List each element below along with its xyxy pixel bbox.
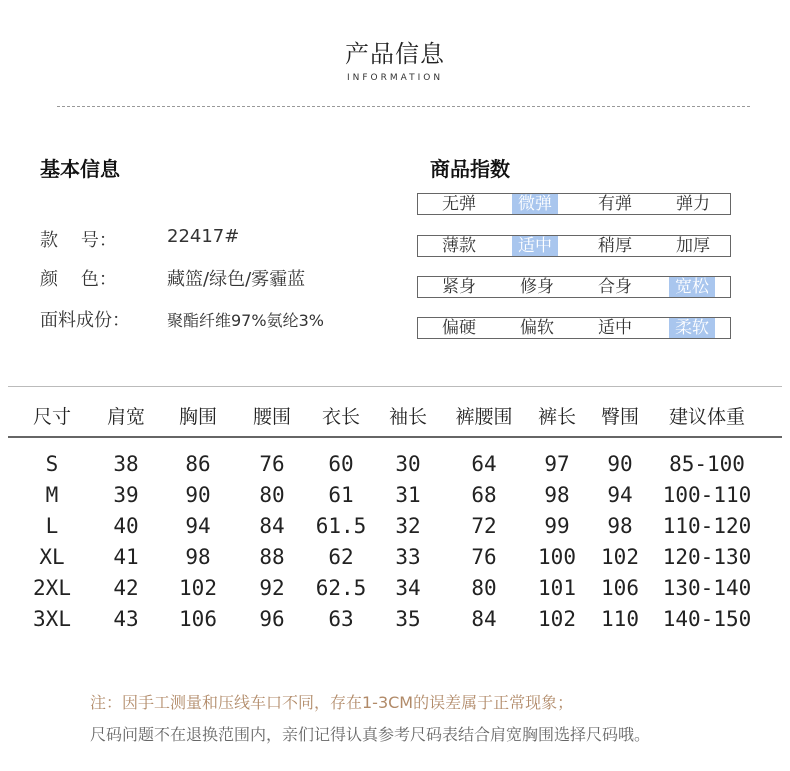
table-cell: 98	[607, 514, 633, 538]
index-row-thickness	[417, 235, 731, 257]
table-header-cell: 腰围	[252, 406, 292, 428]
table-cell: 86	[185, 452, 211, 476]
table-cell: 84	[471, 607, 497, 631]
table-size-label: 2XL	[33, 576, 71, 600]
index-option: 合身	[598, 277, 632, 297]
table-size-label: M	[45, 483, 59, 507]
product-index-title: 商品指数	[430, 157, 510, 181]
table-cell: 80	[259, 483, 285, 507]
table-cell: 60	[328, 452, 354, 476]
table-cell: 40	[113, 514, 139, 538]
dashed-divider	[57, 106, 750, 107]
table-top-rule	[8, 386, 782, 387]
table-cell: 120-130	[662, 545, 752, 569]
info-value: 藏篮/绿色/雾霾蓝	[167, 269, 306, 290]
table-cell: 102	[179, 576, 217, 600]
table-cell: 98	[185, 545, 211, 569]
table-size-label: L	[45, 514, 59, 538]
table-cell: 76	[471, 545, 497, 569]
index-option: 弹力	[676, 194, 710, 214]
page-title: 产品信息	[345, 40, 445, 68]
table-cell: 30	[395, 452, 421, 476]
table-cell: 90	[607, 452, 633, 476]
table-cell: 100-110	[662, 483, 752, 507]
table-cell: 62	[328, 545, 354, 569]
index-option: 稍厚	[598, 236, 632, 256]
table-cell: 62.5	[315, 576, 367, 600]
note-line-1: 注：因手工测量和压线车口不同，存在1-3CM的误差属于正常现象；	[90, 693, 574, 712]
table-cell: 34	[395, 576, 421, 600]
table-cell: 130-140	[662, 576, 752, 600]
table-cell: 102	[538, 607, 576, 631]
info-value: 22417#	[167, 226, 240, 247]
note-line-2: 尺码问题不在退换范围内，亲们记得认真参考尺码表结合肩宽胸围选择尺码哦。	[90, 725, 651, 744]
index-option: 紧身	[442, 277, 476, 297]
table-cell: 39	[113, 483, 139, 507]
table-cell: 33	[395, 545, 421, 569]
table-cell: 41	[113, 545, 139, 569]
table-cell: 97	[544, 452, 570, 476]
index-option: 偏软	[520, 318, 554, 338]
table-header-cell: 臀围	[600, 406, 640, 428]
table-cell: 43	[113, 607, 139, 631]
index-option: 柔软	[669, 318, 715, 338]
index-row-elasticity	[417, 193, 731, 215]
info-label: 款 号：	[40, 230, 117, 251]
table-cell: 32	[395, 514, 421, 538]
table-cell: 90	[185, 483, 211, 507]
table-header-cell: 袖长	[388, 406, 428, 428]
table-cell: 110-120	[662, 514, 752, 538]
index-row-fit	[417, 276, 731, 298]
table-size-label: 3XL	[33, 607, 71, 631]
table-cell: 84	[259, 514, 285, 538]
table-cell: 110	[601, 607, 639, 631]
table-cell: 61	[328, 483, 354, 507]
info-label: 颜 色：	[40, 269, 117, 290]
table-size-label: S	[45, 452, 59, 476]
table-cell: 35	[395, 607, 421, 631]
table-header-cell: 胸围	[178, 406, 218, 428]
table-cell: 88	[259, 545, 285, 569]
table-header-cell: 尺寸	[32, 406, 72, 428]
table-cell: 85-100	[669, 452, 745, 476]
table-cell: 140-150	[662, 607, 752, 631]
table-header-cell: 建议体重	[668, 406, 746, 428]
table-header-cell: 衣长	[321, 406, 361, 428]
table-cell: 38	[113, 452, 139, 476]
table-cell: 61.5	[315, 514, 367, 538]
table-cell: 101	[538, 576, 576, 600]
table-header-cell: 裤腰围	[455, 406, 513, 428]
table-cell: 94	[607, 483, 633, 507]
index-option: 宽松	[669, 277, 715, 297]
table-cell: 76	[259, 452, 285, 476]
table-cell: 96	[259, 607, 285, 631]
table-cell: 94	[185, 514, 211, 538]
table-cell: 31	[395, 483, 421, 507]
table-cell: 92	[259, 576, 285, 600]
table-header-cell: 肩宽	[106, 406, 146, 428]
table-size-label: XL	[39, 545, 65, 569]
table-cell: 42	[113, 576, 139, 600]
index-option: 有弹	[598, 194, 632, 214]
index-row-softness	[417, 317, 731, 339]
table-cell: 80	[471, 576, 497, 600]
table-cell: 102	[601, 545, 639, 569]
table-cell: 106	[179, 607, 217, 631]
table-cell: 98	[544, 483, 570, 507]
index-option: 微弹	[512, 194, 558, 214]
table-cell: 99	[544, 514, 570, 538]
table-cell: 100	[538, 545, 576, 569]
table-cell: 68	[471, 483, 497, 507]
basic-info-title: 基本信息	[40, 157, 120, 181]
table-cell: 63	[328, 607, 354, 631]
index-option: 加厚	[676, 236, 710, 256]
index-option: 无弹	[442, 194, 476, 214]
page-subtitle: INFORMATION	[346, 73, 444, 83]
table-cell: 106	[601, 576, 639, 600]
index-option: 薄款	[442, 236, 476, 256]
index-option: 适中	[598, 318, 632, 338]
index-option: 适中	[512, 236, 558, 256]
table-header-rule	[8, 436, 782, 438]
table-cell: 64	[471, 452, 497, 476]
index-option: 偏硬	[442, 318, 476, 338]
table-header-cell: 裤长	[537, 406, 577, 428]
info-value: 聚酯纤维97%氨纶3%	[167, 311, 324, 330]
table-cell: 72	[471, 514, 497, 538]
index-option: 修身	[520, 277, 554, 297]
info-label: 面料成份：	[40, 310, 130, 331]
